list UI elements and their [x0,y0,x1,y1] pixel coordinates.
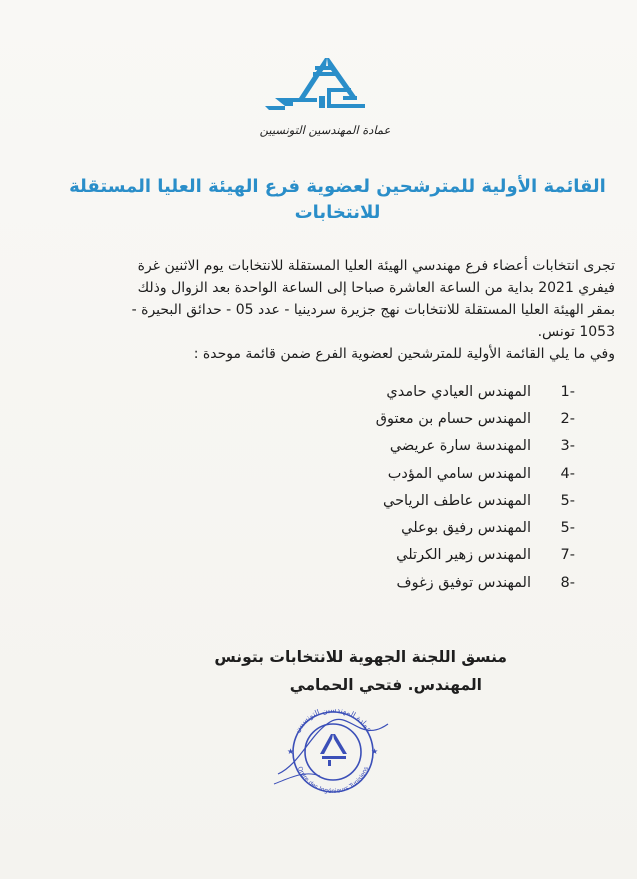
engineers-order-logo [255,52,395,144]
item-number: -8 [560,574,575,591]
item-number: -7 [560,547,575,564]
list-item [275,487,575,514]
candidate-name: المهندس زهير الكرتلي [396,547,531,564]
list-item [275,514,575,541]
list-item [275,378,575,405]
list-item [275,405,575,432]
stamp-star-icon: ★ [371,747,379,756]
document-title-continued: للانتخابات [294,202,381,223]
signatory-role: منسق اللجنة الجهوية للانتخابات بتونس [214,648,507,666]
candidate-name: المهندس عاطف الرياحي [383,492,531,509]
item-number: -5 [560,492,575,509]
candidate-name: المهندس العيادي حامدي [386,383,531,400]
candidate-list [275,378,575,596]
item-number: -5 [560,520,575,537]
body-line-4: 1053 تونس. [537,324,615,340]
item-number: -3 [560,438,575,455]
body-line-3: بمقر الهيئة العليا المستقلة للانتخابات نهج جزيرة سردينيا - عدد 05 - حدائق البحيرة - [131,302,615,318]
body-line-2: فيفري 2021 بداية من الساعة العاشرة صباحا إلى الساعة الواحدة بعد الزوال وذلك [137,280,615,296]
official-stamp [270,704,396,794]
item-number: -1 [560,383,575,400]
candidate-name: المهندس رفيق بوعلي [401,520,531,537]
list-item [275,460,575,487]
list-item [275,569,575,596]
candidate-name: المهندس حسام بن معتوق [375,410,531,427]
list-item [275,433,575,460]
item-number: -2 [560,410,575,427]
item-number: -4 [560,465,575,482]
body-line-1: تجرى انتخابات أعضاء فرع مهندسي الهيئة العليا المستقلة للانتخابات يوم الاثنين غرة [137,258,615,274]
candidate-name: المهندس توفيق زغوف [396,574,531,591]
stamp-star-icon: ★ [287,747,295,756]
signatory-name: المهندس. فتحي الحمامي [289,676,482,694]
stamp-text-french-path: Ordre des Ingénieurs Tunisiens [295,765,371,794]
body-line-5: وفي ما يلي القائمة الأولية للمترشحين لعضوية الفرع ضمن قائمة موحدة : [193,346,615,362]
list-item [275,542,575,569]
stamp-text-arabic: عمادة المهندسين التونسيين [291,704,375,734]
candidate-name: المهندسة سارة عريضي [389,438,531,455]
logo-text: عمادة المهندسين التونسيين [259,123,391,137]
document-title: القائمة الأولية للمترشحين لعضوية فرع الهيئة العليا المستقلة [69,176,606,197]
candidate-name: المهندس سامي المؤدب [387,465,531,482]
